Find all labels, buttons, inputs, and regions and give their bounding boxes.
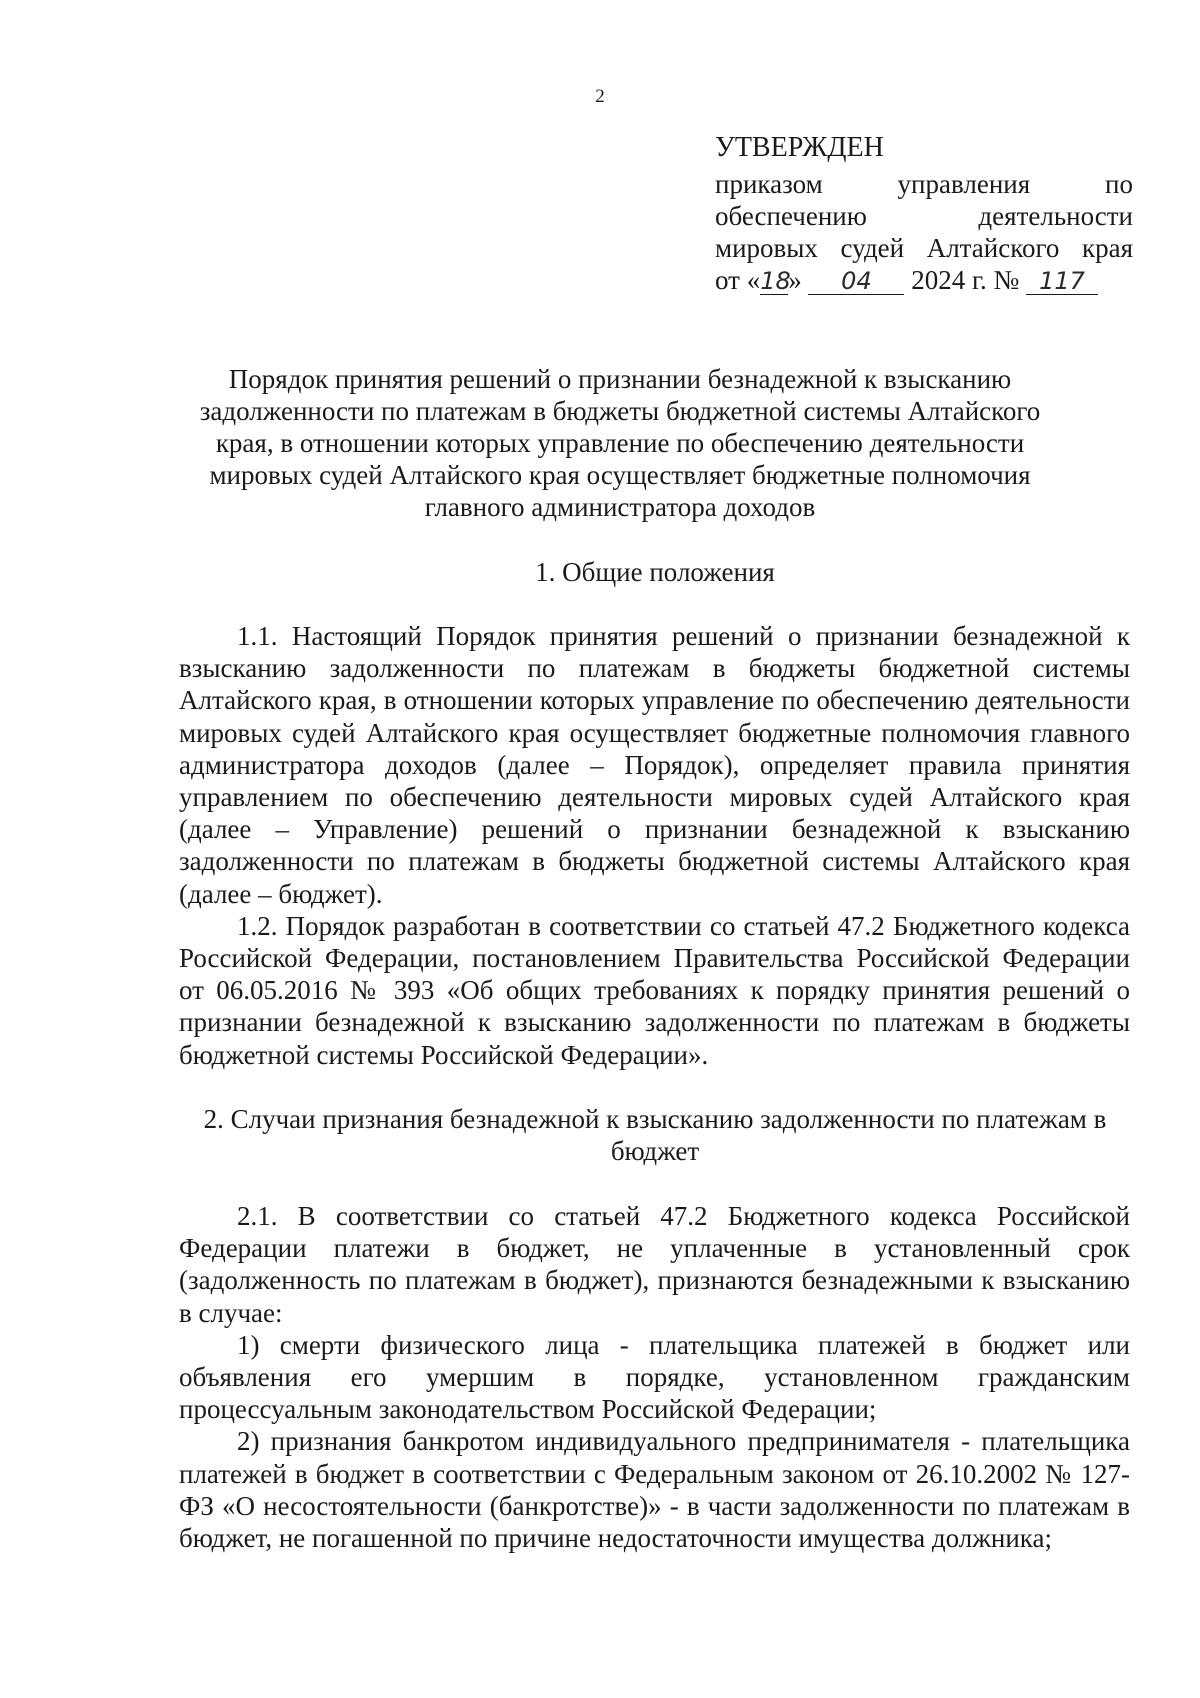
- approval-heading: УТВЕРЖДЕН: [715, 132, 884, 163]
- handwritten-day: 18: [760, 267, 791, 295]
- approval-line-3: мировых судей Алтайского края: [715, 233, 1133, 263]
- document-title: Порядок принятия решений о признании безнадежной к взысканию задолженности по платежам в бюджеты бюджетной системы Алтайского края, в отношении которых управление по обеспечению деятельности мировых судей Алтайского края осуществляет бюджетные полномочия главного администратора доходов: [199, 364, 1041, 522]
- section-1-heading: 1. Общие положения: [535, 557, 775, 587]
- date-mid: »: [788, 265, 809, 295]
- section-1-body: [179, 620, 1130, 1071]
- approval-line-2: обеспечению деятельности: [715, 201, 1133, 231]
- approval-date-line: [715, 264, 1133, 296]
- paragraph-2-1-item-1: 1) смерти физического лица - плательщика платежей в бюджет или объявления его умершим в порядке, установленном гражданским процессуальным законодательством Российской Федерации;: [179, 1329, 1130, 1425]
- approval-line-1: приказом управления по: [715, 169, 1133, 199]
- date-prefix: от «: [715, 265, 761, 295]
- handwritten-order-number: 117: [1026, 268, 1098, 295]
- approval-stamp-block: [715, 132, 1133, 296]
- section-2-body: [179, 1200, 1130, 1554]
- date-year: 2024 г. №: [904, 265, 1026, 295]
- paragraph-1-1: 1.1. Настоящий Порядок принятия решений о признании безнадежной к взысканию задолженности по платежам в бюджеты бюджетной системы Алтайского края, в отношении которых управление по обеспечению деятельности мировых судей Алтайского края осуществляет бюджетные полномочия главного администратора доходов (далее – Порядок), определяет правила принятия управлением по обеспечению деятельности мировых судей Алтайского края (далее – Управление) решений о признании безнадежной к взысканию задолженности по платежам в бюджеты бюджетной системы Алтайского края (далее – бюджет).: [179, 621, 1130, 909]
- paragraph-1-2: 1.2. Порядок разработан в соответствии со статьей 47.2 Бюджетного кодекса Российской Федерации, постановлением Правительства Российской Федерации от 06.05.2016 № 393 «Об общих требованиях к порядку принятия решений о признании безнадежной к взысканию задолженности по платежам в бюджеты бюджетной системы Российской Федерации».: [179, 910, 1130, 1070]
- paragraph-2-1: 2.1. В соответствии со статьей 47.2 Бюджетного кодекса Российской Федерации платежи в бюджет, не уплаченные в установленный срок (задолженность по платежам в бюджет), признаются безнадежными к взысканию в случае:: [179, 1201, 1130, 1328]
- paragraph-2-1-item-2: 2) признания банкротом индивидуального предпринимателя - плательщика платежей в бюджет в соответствии с Федеральным законом от 26.10.2002 № 127-ФЗ «О несостоятельности (банкротстве)» - в части задолженности по платежам в бюджет, не погашенной по причине недостаточности имущества должника;: [179, 1426, 1130, 1554]
- handwritten-month: 04: [808, 268, 904, 295]
- section-2-heading: 2. Случаи признания безнадежной к взысканию задолженности по платежам в бюджет: [203, 1104, 1107, 1166]
- page-number: 2: [595, 86, 605, 107]
